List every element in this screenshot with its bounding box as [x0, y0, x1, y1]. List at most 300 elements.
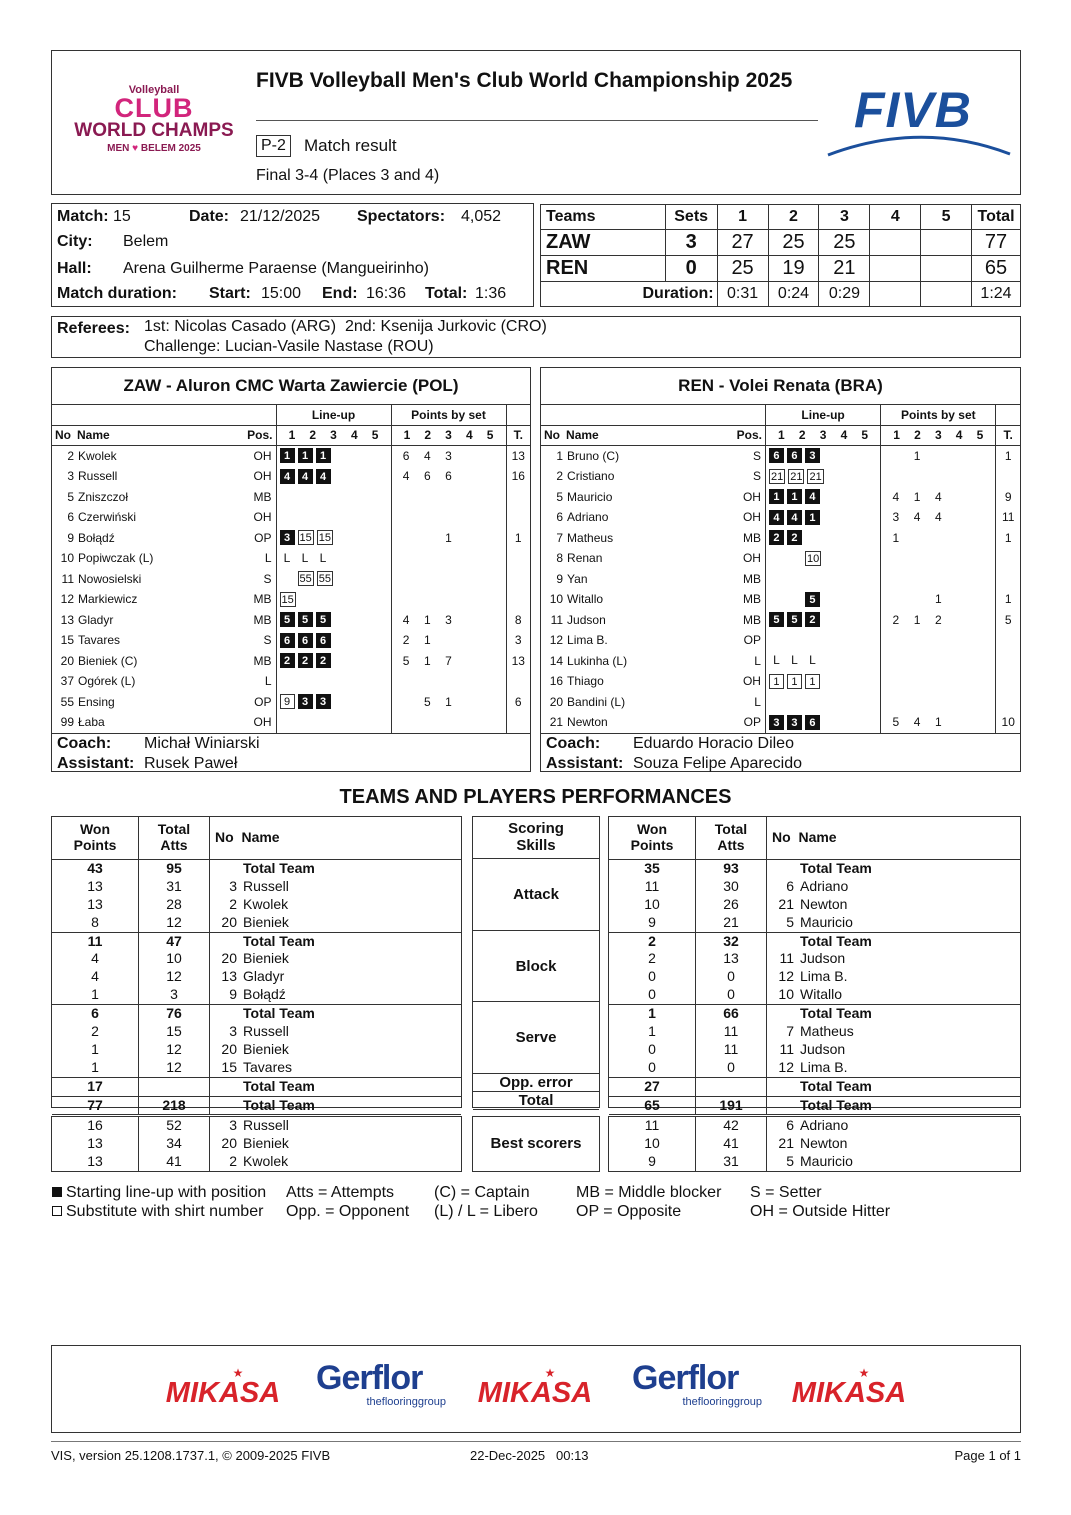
set-col: 2 — [309, 428, 317, 442]
perf-row — [52, 950, 461, 968]
set-points — [396, 531, 417, 545]
lineup-mark: 6 — [787, 448, 802, 463]
team-title: ZAW - Aluron CMC Warta Zawiercie (POL) — [52, 368, 530, 405]
player-name: Bołądź — [243, 986, 286, 1003]
col-total: T. — [996, 425, 1020, 445]
gerflor-sub: theflooringgroup — [682, 1396, 762, 1408]
lineup-mark: 2 — [280, 653, 295, 668]
perf-row — [609, 878, 1020, 896]
player-name: Bieniek — [243, 913, 289, 930]
total-atts: 0 — [696, 968, 767, 986]
set-points — [480, 695, 501, 709]
lineup-cell — [765, 692, 880, 713]
set-points — [459, 633, 480, 647]
player-pos: OP — [254, 530, 272, 545]
set-col: 1 — [893, 428, 900, 442]
score-team: REN — [541, 256, 666, 282]
points-cell — [881, 466, 996, 487]
set-col: 2 — [798, 428, 806, 442]
set-col: 5 — [486, 428, 494, 442]
set-col: 5 — [371, 428, 379, 442]
score-header-set3: 3 — [819, 205, 870, 230]
points-cell — [391, 671, 506, 692]
points-cell — [881, 445, 996, 466]
legend-op: OP = Opposite — [576, 1203, 682, 1220]
points-cell — [881, 548, 996, 569]
lineup-mark: 5 — [298, 612, 313, 627]
end-time: 16:36 — [366, 285, 407, 302]
total-atts: 218 — [139, 1097, 210, 1115]
player-row — [52, 528, 530, 549]
legend-mb: MB = Middle blocker — [576, 1184, 722, 1201]
player-no: 21 — [549, 715, 564, 730]
set-points — [480, 613, 501, 627]
won-points: 11 — [52, 933, 139, 951]
player-no: 15 — [221, 1058, 237, 1075]
lineup-cell — [276, 445, 391, 466]
player-total — [996, 630, 1020, 651]
doc-code: P-2 — [256, 135, 291, 157]
set-points — [949, 613, 970, 627]
lineup-mark: 1 — [769, 674, 784, 689]
player-row — [541, 507, 1020, 528]
player-no: 11 — [779, 950, 794, 967]
score-sets: 0 — [665, 256, 717, 282]
set-points — [906, 531, 927, 545]
set-col: 4 — [465, 428, 473, 442]
player-total — [506, 548, 530, 569]
lineup-cell — [276, 610, 391, 631]
total-atts: 10 — [139, 950, 210, 968]
footer-printed: 22-Dec-2025 00:13 — [470, 1448, 589, 1463]
won-points: 13 — [52, 1153, 139, 1171]
player-pos: MB — [742, 571, 761, 586]
logo-belem: BELEM 2025 — [140, 143, 201, 154]
total-atts — [139, 1078, 210, 1096]
total-atts: 47 — [139, 933, 210, 951]
total-atts: 15 — [139, 1023, 210, 1041]
player-no: 6 — [786, 1117, 794, 1133]
player-name: Thiago — [567, 674, 604, 689]
player-no: 9 — [67, 530, 74, 545]
total-atts — [696, 1078, 767, 1096]
player-no: 12 — [60, 592, 74, 607]
best-row — [609, 1117, 1020, 1135]
lineup-mark: 5 — [769, 612, 784, 627]
player-total: 11 — [996, 507, 1020, 528]
set-points: 2 — [892, 612, 900, 627]
points-cell — [391, 487, 506, 508]
won-points: 16 — [52, 1117, 139, 1135]
player-total — [506, 671, 530, 692]
best-row — [609, 1153, 1020, 1171]
set-points — [417, 531, 438, 545]
best-row — [52, 1117, 461, 1135]
lineup-mark: 2 — [787, 530, 802, 545]
score-set: 19 — [768, 256, 819, 282]
player-name: Bieniek — [243, 950, 289, 967]
team-title: REN - Volei Renata (BRA) — [541, 368, 1020, 405]
assistant-label: Assistant: — [57, 754, 135, 772]
legend-oh: OH = Outside Hitter — [750, 1203, 891, 1220]
total-atts: 93 — [696, 860, 767, 878]
total-atts: 11 — [696, 1023, 767, 1041]
perf-row — [52, 914, 461, 933]
perf-row — [52, 1097, 461, 1116]
lineup-mark: 5 — [316, 612, 331, 627]
player-pos: OH — [253, 510, 272, 525]
footer-version: VIS, version 25.1208.1737.1, © 2009-2025 FIVB — [51, 1448, 331, 1463]
skill-label: Block — [473, 931, 599, 1003]
player-total — [996, 569, 1020, 590]
set-points: 5 — [402, 653, 410, 668]
player-name: Total Team — [800, 1096, 872, 1113]
logo-world-champs: WORLD CHAMPS — [74, 120, 234, 141]
roster-table — [52, 405, 530, 733]
points-cell — [391, 610, 506, 631]
lineup-cell — [765, 712, 880, 733]
player-no: 12 — [549, 633, 564, 648]
set-points — [396, 695, 417, 709]
player-total: 13 — [506, 651, 530, 672]
set-points: 4 — [913, 715, 921, 730]
won-points: 13 — [52, 896, 139, 914]
total-atts: 21 — [696, 914, 767, 932]
player-no: 11 — [779, 1040, 794, 1057]
duration-row-label: Duration: — [541, 282, 718, 307]
player-row — [52, 589, 530, 610]
sponsor-gerflor-2 — [632, 1360, 764, 1408]
set-col: 3 — [819, 428, 827, 442]
set-col: 2 — [424, 428, 432, 442]
lineup-mark: L — [773, 653, 780, 668]
player-row — [541, 630, 1020, 651]
player-row — [52, 651, 530, 672]
duration-row — [541, 282, 1021, 307]
won-points: 13 — [52, 878, 139, 896]
legend-atts: Atts = Attempts — [286, 1184, 395, 1201]
legend-captain: (C) = Captain — [434, 1184, 530, 1201]
player-pos: OH — [742, 551, 761, 566]
player-row — [52, 548, 530, 569]
player-name: Witallo — [800, 986, 843, 1003]
duration-set: 0:31 — [717, 282, 768, 307]
legend-substitute: Substitute with shirt number — [66, 1203, 264, 1220]
won-points: 65 — [609, 1097, 696, 1115]
set-points: 4 — [402, 469, 410, 484]
sponsor-gerflor-1 — [316, 1360, 448, 1408]
set-points — [459, 654, 480, 668]
player-name: Judson — [800, 1040, 846, 1057]
player-name: Bieniek — [243, 1040, 289, 1057]
player-name: Total Team — [243, 1005, 315, 1022]
player-pos: L — [754, 694, 761, 709]
match-number: 15 — [113, 208, 131, 225]
player-pos: OH — [742, 674, 761, 689]
lineup-cell — [765, 487, 880, 508]
player-pos: OH — [253, 448, 272, 463]
lineup-mark: 2 — [316, 653, 331, 668]
lineup-cell — [765, 610, 880, 631]
won-points: 0 — [609, 968, 696, 986]
total-atts: 0 — [696, 1059, 767, 1077]
player-no: 9 — [556, 571, 564, 586]
set-points — [480, 531, 501, 545]
total-atts: 0 — [696, 986, 767, 1004]
score-row-ren — [541, 256, 1021, 282]
total-atts: 30 — [696, 878, 767, 896]
lineup-cell — [276, 630, 391, 651]
set-points: 1 — [892, 530, 900, 545]
perf-row — [52, 1078, 461, 1097]
lineup-mark: L — [809, 653, 816, 668]
lineup-mark: 4 — [298, 469, 313, 484]
player-no: 6 — [786, 877, 794, 894]
lineup-cell — [276, 651, 391, 672]
start-label: Start: — [209, 285, 251, 302]
perf-row — [52, 878, 461, 896]
won-points: 27 — [609, 1078, 696, 1096]
player-name: Popiwczak (L) — [78, 551, 154, 566]
points-cell — [881, 651, 996, 672]
total-atts: 12 — [139, 914, 210, 932]
score-team: ZAW — [541, 230, 666, 256]
perf-row — [52, 1041, 461, 1059]
perf-row — [609, 896, 1020, 914]
player-total: 9 — [996, 487, 1020, 508]
player-row — [541, 528, 1020, 549]
player-total — [996, 466, 1020, 487]
mikasa-logo: MIKASA — [477, 1377, 593, 1409]
lineup-cell — [765, 507, 880, 528]
set-col: 5 — [861, 428, 869, 442]
lineup-cell — [765, 671, 880, 692]
player-name: Newton — [800, 1134, 848, 1151]
set-points — [459, 613, 480, 627]
lineup-mark: 3 — [805, 448, 820, 463]
perf-table-left — [51, 816, 462, 1113]
lineup-mark: 21 — [770, 470, 784, 483]
hall-label: Hall: — [57, 260, 92, 277]
points-header: Points by set — [391, 405, 506, 425]
set-points — [970, 449, 991, 463]
player-name: Tavares — [243, 1058, 293, 1075]
total-atts: 3 — [139, 986, 210, 1004]
set-points — [459, 695, 480, 709]
player-no: 20 — [60, 653, 74, 668]
player-pos: OP — [743, 715, 761, 730]
won-points: 8 — [52, 914, 139, 932]
player-no: 99 — [60, 715, 74, 730]
col-pos: Pos. — [247, 428, 273, 442]
lineup-mark: 1 — [769, 489, 784, 504]
lineup-mark: 55 — [299, 573, 312, 586]
lineup-cell — [276, 569, 391, 590]
col-won-points: Won Points — [609, 817, 696, 859]
player-row — [541, 692, 1020, 713]
player-name: Russell — [78, 469, 118, 484]
player-name: Lima B. — [567, 633, 608, 648]
set-points: 1 — [445, 694, 452, 709]
lineup-mark: 15 — [318, 532, 332, 545]
perf-row — [609, 1059, 1020, 1078]
lineup-mark: 1 — [787, 674, 802, 689]
best-row — [52, 1153, 461, 1171]
player-row — [52, 712, 530, 733]
player-name: Total Team — [800, 860, 872, 876]
player-pos: MB — [253, 592, 272, 607]
lineup-mark: 5 — [280, 612, 295, 627]
lineup-mark: 2 — [298, 653, 313, 668]
set-points — [480, 449, 501, 463]
player-no: 2 — [67, 448, 74, 463]
points-cell — [881, 569, 996, 590]
player-name: Total Team — [243, 932, 315, 949]
player-no: 37 — [60, 674, 74, 689]
fivb-logo-text: FIVB — [854, 82, 972, 138]
lineup-cell — [276, 712, 391, 733]
set-col: 2 — [914, 428, 921, 442]
lineup-mark: 21 — [809, 470, 822, 483]
best-scorers-label-box — [472, 1116, 600, 1172]
total-atts: 31 — [696, 1153, 767, 1171]
lineup-mark: 55 — [318, 573, 332, 586]
set-points: 1 — [913, 448, 921, 463]
points-cell — [391, 569, 506, 590]
score-set: 25 — [717, 256, 768, 282]
player-row — [52, 445, 530, 466]
col-no: No — [772, 829, 791, 845]
score-set — [921, 256, 972, 282]
player-pos: MB — [742, 612, 761, 627]
player-no: 12 — [778, 968, 794, 985]
player-name: Matheus — [567, 530, 614, 545]
footer-rule — [51, 1441, 1021, 1442]
player-no: 3 — [229, 1023, 237, 1040]
player-no: 10 — [60, 551, 74, 566]
match-date: 21/12/2025 — [240, 208, 321, 225]
legend-s: S = Setter — [750, 1184, 822, 1201]
score-set — [921, 230, 972, 256]
points-cell — [391, 507, 506, 528]
player-row — [52, 610, 530, 631]
player-no: 16 — [549, 674, 564, 689]
roster-table — [541, 405, 1020, 733]
lineup-mark: 4 — [787, 510, 802, 525]
player-row — [52, 507, 530, 528]
total-atts: 42 — [696, 1117, 767, 1135]
total-atts: 191 — [696, 1097, 767, 1115]
won-points: 11 — [609, 878, 696, 896]
player-name: Zniszczoł — [78, 489, 129, 504]
lineup-mark: 1 — [787, 489, 802, 504]
total-atts: 12 — [139, 968, 210, 986]
player-name: Judson — [800, 950, 846, 967]
col-pos: Pos. — [736, 428, 762, 442]
legend — [52, 1183, 1022, 1225]
lineup-mark: 2 — [805, 612, 820, 627]
mikasa-star-icon: ★ — [232, 1366, 244, 1380]
set-points: 1 — [913, 612, 921, 627]
won-points: 4 — [52, 950, 139, 968]
set-points: 1 — [445, 530, 452, 545]
lineup-cell — [276, 487, 391, 508]
lineup-mark: 1 — [280, 448, 295, 463]
player-pos: OH — [742, 510, 761, 525]
player-no: 10 — [549, 592, 564, 607]
perf-row — [52, 1023, 461, 1041]
player-pos: L — [754, 653, 761, 668]
set-col: 5 — [976, 428, 984, 442]
legend-opp: Opp. = Opponent — [286, 1203, 410, 1220]
referees-line2: Challenge: Lucian-Vasile Nastase (ROU) — [144, 338, 434, 355]
lineup-mark: L — [319, 550, 327, 565]
player-no: 6 — [67, 510, 74, 525]
lineup-cell — [276, 507, 391, 528]
won-points: 6 — [52, 1005, 139, 1023]
player-no: 3 — [229, 1117, 237, 1133]
won-points: 1 — [52, 986, 139, 1004]
col-total-atts: Total Atts — [139, 817, 210, 859]
player-row — [541, 487, 1020, 508]
duration-set — [870, 282, 921, 307]
player-no: 3 — [229, 877, 237, 894]
lineup-mark: 1 — [298, 448, 313, 463]
set-points — [480, 654, 501, 668]
footer-page: Page 1 of 1 — [954, 1448, 1021, 1463]
player-total: 1 — [506, 528, 530, 549]
player-name: Cristiano — [567, 469, 615, 484]
total-atts: 26 — [696, 896, 767, 914]
set-points — [459, 531, 480, 545]
set-points — [970, 715, 991, 729]
lineup-mark: 15 — [281, 593, 294, 606]
won-points: 13 — [52, 1135, 139, 1153]
won-points: 10 — [609, 896, 696, 914]
set-col: 3 — [330, 428, 337, 442]
col-name: Name — [241, 829, 280, 845]
player-no: 2 — [229, 1152, 237, 1169]
lineup-mark: 9 — [280, 694, 295, 709]
player-name: Russell — [243, 1117, 289, 1133]
total-atts: 41 — [696, 1135, 767, 1153]
player-total: 13 — [506, 445, 530, 466]
won-points: 1 — [609, 1023, 696, 1041]
best-scorers-label: Best scorers — [490, 1135, 582, 1152]
player-pos: OP — [254, 694, 272, 709]
score-table — [540, 204, 1021, 307]
player-no: 5 — [786, 1152, 794, 1169]
won-points: 9 — [609, 1153, 696, 1171]
perf-row — [609, 1078, 1020, 1097]
player-no: 11 — [550, 612, 564, 627]
player-name: Kwolek — [78, 448, 117, 463]
lineup-mark: 21 — [790, 470, 803, 483]
set-points — [459, 469, 480, 483]
player-row — [541, 671, 1020, 692]
set-points — [970, 592, 991, 606]
duration-label: Match duration: — [57, 285, 177, 302]
player-name: Lima B. — [800, 968, 848, 985]
lineup-mark: L — [791, 653, 798, 668]
player-pos: S — [263, 633, 272, 648]
coach-label: Coach: — [546, 734, 601, 752]
player-total: 8 — [506, 610, 530, 631]
perf-row — [609, 1097, 1020, 1116]
set-points: 1 — [934, 592, 942, 607]
lineup-mark: 6 — [805, 715, 820, 730]
player-no: 20 — [221, 1134, 237, 1151]
